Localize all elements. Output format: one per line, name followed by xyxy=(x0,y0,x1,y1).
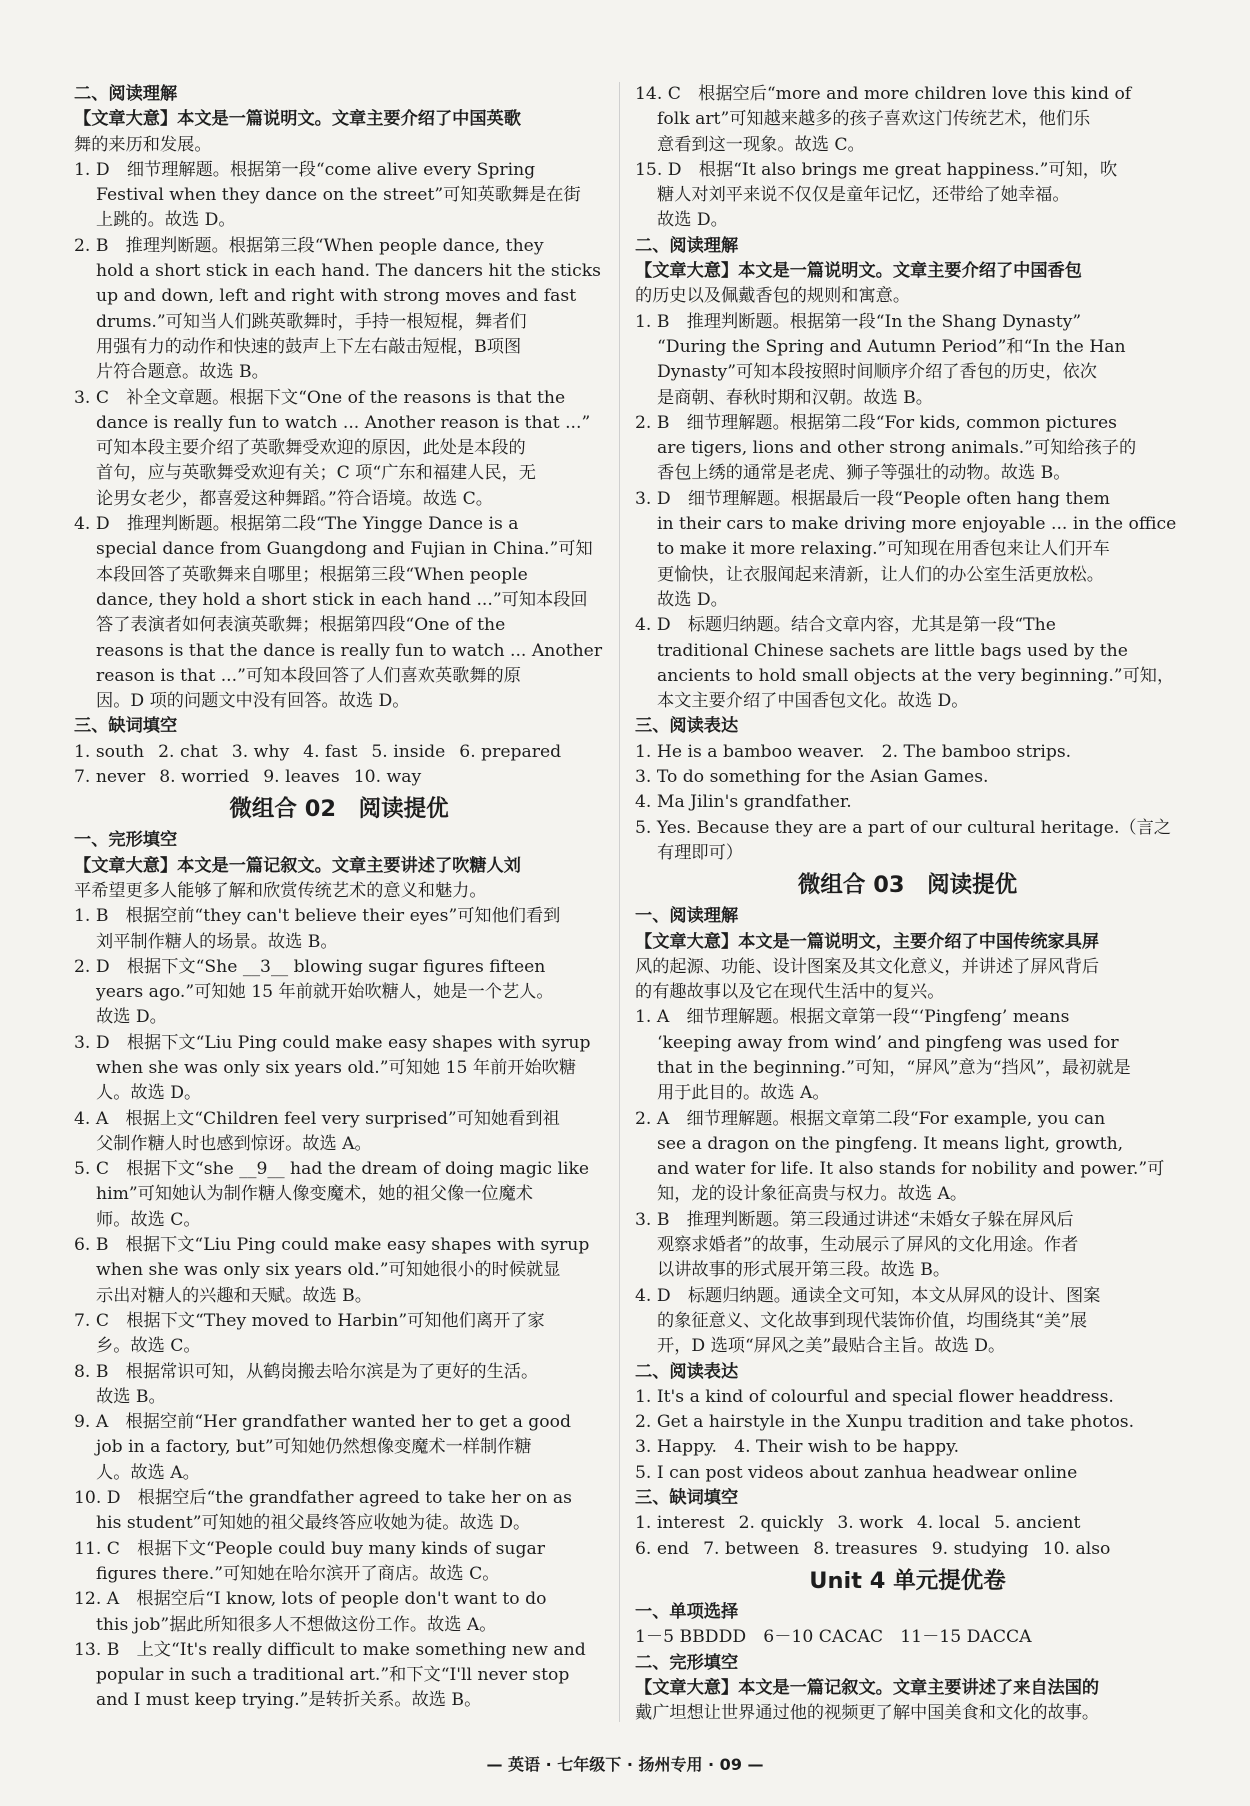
text-line: 故选 D。 xyxy=(657,589,728,610)
section-heading: 三、缺词填空 xyxy=(74,716,178,737)
section-heading: 二、阅读表达 xyxy=(635,1361,739,1382)
text-line: him”可知她认为制作糖人像变魔术，她的祖父像一位魔术 xyxy=(96,1184,533,1205)
text-line: 以讲故事的形式展开第三段。故选 B。 xyxy=(657,1260,951,1281)
text-line: 父制作糖人时也感到惊讶。故选 A。 xyxy=(96,1133,372,1154)
text-line: 刘平制作糖人的场景。故选 B。 xyxy=(96,931,338,952)
text-line: popular in such a traditional art.”和下文“I'll never stop xyxy=(96,1665,570,1686)
section-heading: 一、单项选择 xyxy=(635,1601,739,1622)
text-line: 2. B 推理判断题。根据第三段“When people dance, they xyxy=(74,235,544,256)
answer-item: 2. quickly xyxy=(738,1513,824,1534)
text-line: 8. B 根据常识可知，从鹤岗搬去哈尔滨是为了更好的生活。 xyxy=(74,1361,539,1382)
text-line: this job”据此所知很多人不想做这份工作。故选 A。 xyxy=(96,1614,497,1635)
text-line: 乡。故选 C。 xyxy=(96,1336,201,1357)
text-line: 14. C 根据空后“more and more children love this kind of xyxy=(635,84,1132,104)
page-footer: — 英语 · 七年级下 · 扬州专用 · 09 — xyxy=(486,1755,764,1774)
text-line: 开，D 选项“屏风之美”最贴合主旨。故选 D。 xyxy=(657,1336,1006,1357)
text-line: 4. A 根据上文“Children feel very surprised”可知她看到祖 xyxy=(74,1108,560,1129)
text-line: 师。故选 C。 xyxy=(96,1209,201,1230)
column-divider xyxy=(619,82,620,1722)
text-line: figures there.”可知她在哈尔滨开了商店。故选 C。 xyxy=(96,1563,500,1584)
section-heading: 二、阅读理解 xyxy=(74,84,178,104)
text-line: dance is really fun to watch ... Another reason is that ...” xyxy=(96,412,591,433)
answer-row xyxy=(635,1537,1180,1562)
text-line: drums.”可知当人们跳英歌舞时，手持一根短棍，舞者们 xyxy=(96,311,527,332)
text-line: 5. C 根据下文“she __9__ had the dream of doing magic like xyxy=(74,1159,590,1180)
text-line: 2. D 根据下文“She __3__ blowing sugar figures fifteen xyxy=(74,956,546,977)
summary-line: 【文章大意】本文是一篇记叙文。文章主要讲述了吹糖人刘 xyxy=(74,855,521,876)
text-line: and I must keep trying.”是转折关系。故选 B。 xyxy=(96,1690,482,1711)
text-line: 是商朝、春秋时期和汉朝。故选 B。 xyxy=(657,387,933,408)
text-line: 1. D 细节理解题。根据第一段“come alive every Spring xyxy=(74,159,536,180)
answer-item: 1. interest xyxy=(635,1513,725,1534)
text-line: 平希望更多人能够了解和欣赏传统艺术的意义和魅力。 xyxy=(74,880,487,901)
section-heading: 一、完形填空 xyxy=(74,830,178,851)
group-title: 微组合 02 阅读提优 xyxy=(229,796,449,823)
text-line: 人。故选 A。 xyxy=(96,1462,200,1483)
text-line: 观察求婚者”的故事，生动展示了屏风的文化用途。作者 xyxy=(657,1235,1079,1256)
text-line: 1－5 BBDDD 6－10 CACAC 11－15 DACCA xyxy=(635,1627,1032,1648)
text-line: 香包上绣的通常是老虎、狮子等强壮的动物。故选 B。 xyxy=(657,463,1071,484)
text-line: 3. D 细节理解题。根据最后一段“People often hang them xyxy=(635,488,1110,509)
text-line: 的历史以及佩戴香包的规则和寓意。 xyxy=(635,286,911,307)
text-line: and water for life. It also stands for nobility and power.”可 xyxy=(657,1159,1165,1180)
text-line: 更愉快，让衣服闻起来清新，让人们的办公室生活更放松。 xyxy=(657,564,1104,585)
text-line: 3. B 推理判断题。第三段通过讲述“未婚女子躲在屏风后 xyxy=(635,1209,1074,1230)
text-line: “During the Spring and Autumn Period”和“In the Han xyxy=(657,336,1126,357)
text-line: hold a short stick in each hand. The dancers hit the sticks xyxy=(96,261,601,282)
text-line: to make it more relaxing.”可知现在用香包来让人们开车 xyxy=(657,539,1110,560)
text-line: 15. D 根据“It also brings me great happiness.”可知，吹 xyxy=(635,159,1118,180)
text-line: are tigers, lions and other strong animals.”可知给孩子的 xyxy=(657,438,1137,459)
text-line: 可知本段主要介绍了英歌舞受欢迎的原因，此处是本段的 xyxy=(96,438,526,459)
text-line: Festival when they dance on the street”可知英歌舞是在街 xyxy=(96,185,581,206)
right-column xyxy=(635,82,1180,1722)
text-line: 人。故选 D。 xyxy=(96,1083,202,1104)
text-line: 2. Get a hairstyle in the Xunpu tradition and take photos. xyxy=(635,1412,1135,1433)
text-line: reasons is that the dance is really fun to watch ... Another xyxy=(96,640,603,661)
answer-item: 9. leaves xyxy=(263,767,340,788)
text-line: ancients to hold small objects at the very beginning.”可知， xyxy=(657,665,1175,686)
text-line: 9. A 根据空前“Her grandfather wanted her to get a good xyxy=(74,1412,571,1433)
answer-item: 6. end xyxy=(635,1538,690,1559)
text-line: 1. A 细节理解题。根据文章第一段“‘Pingfeng’ means xyxy=(635,1007,1070,1028)
text-line: 3. To do something for the Asian Games. xyxy=(635,767,989,788)
group-title: 微组合 03 阅读提优 xyxy=(797,872,1018,899)
text-line: 4. Ma Jilin's grandfather. xyxy=(635,792,852,813)
text-line: 1. B 推理判断题。根据第一段“In the Shang Dynasty” xyxy=(635,311,1082,332)
summary-line: 【文章大意】本文是一篇记叙文。文章主要讲述了来自法国的 xyxy=(635,1677,1100,1698)
answer-row xyxy=(74,765,604,790)
text-line: 5. I can post videos about zanhua headwear online xyxy=(635,1462,1078,1483)
text-line: traditional Chinese sachets are little bags used by the xyxy=(657,640,1128,661)
text-line: see a dragon on the pingfeng. It means light, growth, xyxy=(657,1133,1124,1154)
answer-item: 1. south xyxy=(74,741,145,762)
text-line: his student”可知她的祖父最终答应收她为徒。故选 D。 xyxy=(96,1513,531,1534)
text-line: 答了表演者如何表演英歌舞；根据第四段“One of the xyxy=(96,615,506,636)
answer-item: 4. local xyxy=(916,1513,980,1534)
text-line: 故选 B。 xyxy=(96,1386,166,1407)
text-line: dance, they hold a short stick in each hand ...”可知本段回 xyxy=(96,589,588,610)
text-line: 舞的来历和发展。 xyxy=(74,134,212,155)
text-line: that in the beginning.”可知，“屏风”意为“挡风”，最初就是 xyxy=(657,1057,1131,1078)
text-line: 4. D 标题归纳题。结合文章内容，尤其是第一段“The xyxy=(635,615,1056,636)
section-heading: 三、阅读表达 xyxy=(635,716,739,737)
text-line: 意看到这一现象。故选 C。 xyxy=(657,134,865,155)
text-line: 首句，应与英歌舞受欢迎有关；C 项“广东和福建人民，无 xyxy=(96,463,536,484)
section-heading: 一、阅读理解 xyxy=(635,906,739,927)
text-line: 4. D 推理判断题。根据第二段“The Yingge Dance is a xyxy=(74,514,519,535)
text-line: 13. B 上文“It's really difficult to make something new and xyxy=(74,1639,586,1660)
text-line: 12. A 根据空后“I know, lots of people don't want to do xyxy=(74,1589,547,1610)
text-line: 戴广坦想让世界通过他的视频更了解中国美食和文化的故事。 xyxy=(635,1703,1100,1722)
text-line: 用于此目的。故选 A。 xyxy=(657,1083,830,1104)
section-heading: 二、阅读理解 xyxy=(635,235,739,256)
text-line: reason is that ...”可知本段回答了人们喜欢英歌舞的原 xyxy=(96,665,521,686)
text-line: Dynasty”可知本段按照时间顺序介绍了香包的历史，依次 xyxy=(657,362,1097,383)
answer-item: 5. ancient xyxy=(993,1513,1081,1534)
text-line: 的象征意义、文化故事到现代装饰价值，均围绕其“美”展 xyxy=(657,1310,1088,1331)
text-line: 用强有力的动作和快速的鼓声上下左右敲击短棍，B项图 xyxy=(96,336,522,357)
answer-item: 9. studying xyxy=(931,1538,1029,1559)
answer-item: 8. treasures xyxy=(813,1538,918,1559)
text-line: 因。D 项的问题文中没有回答。故选 D。 xyxy=(96,691,410,712)
text-line: 4. D 标题归纳题。通读全文可知，本文从屏风的设计、图案 xyxy=(635,1285,1101,1306)
text-line: 示出对糖人的兴趣和天赋。故选 B。 xyxy=(96,1285,372,1306)
answer-item: 4. fast xyxy=(303,741,358,762)
text-line: 1. He is a bamboo weaver. 2. The bamboo strips. xyxy=(635,741,1072,762)
text-line: 风的起源、功能、设计图案及其文化意义，并讲述了屏风背后 xyxy=(635,956,1100,977)
left-column xyxy=(74,82,604,1722)
text-line: when she was only six years old.”可知她 15 年前开始吹糖 xyxy=(96,1057,577,1078)
answer-item: 6. prepared xyxy=(459,741,562,762)
answer-item: 10. way xyxy=(353,767,422,788)
text-line: 2. A 细节理解题。根据文章第二段“For example, you can xyxy=(635,1108,1106,1129)
text-line: 本段回答了英歌舞来自哪里；根据第三段“When people xyxy=(96,564,528,585)
text-line: special dance from Guangdong and Fujian in China.”可知 xyxy=(96,539,593,560)
text-line: 7. C 根据下文“They moved to Harbin”可知他们离开了家 xyxy=(74,1310,545,1331)
answer-item: 10. also xyxy=(1042,1538,1111,1559)
section-heading: 二、完形填空 xyxy=(635,1652,739,1673)
text-line: 3. D 根据下文“Liu Ping could make easy shapes with syrup xyxy=(74,1032,591,1053)
text-line: when she was only six years old.”可知她很小的时候就显 xyxy=(96,1260,561,1281)
text-line: 3. Happy. 4. Their wish to be happy. xyxy=(635,1437,960,1458)
answer-item: 3. work xyxy=(837,1513,903,1534)
text-line: 本文主要介绍了中国香包文化。故选 D。 xyxy=(657,691,969,712)
text-line: 2. B 细节理解题。根据第二段“For kids, common pictures xyxy=(635,412,1117,433)
summary-line: 【文章大意】本文是一篇说明文，主要介绍了中国传统家具屏 xyxy=(635,931,1100,952)
text-line: 故选 D。 xyxy=(657,210,728,231)
text-line: 上跳的。故选 D。 xyxy=(96,210,236,231)
section-heading: 三、缺词填空 xyxy=(635,1488,739,1509)
text-line: folk art”可知越来越多的孩子喜欢这门传统艺术，他们乐 xyxy=(657,109,1091,130)
text-line: 5. Yes. Because they are a part of our cultural heritage.（言之 xyxy=(635,817,1171,838)
text-line: 6. B 根据下文“Liu Ping could make easy shapes with syrup xyxy=(74,1235,590,1256)
text-line: in their cars to make driving more enjoyable ... in the office xyxy=(657,514,1177,535)
answer-item: 7. never xyxy=(74,767,146,788)
answer-item: 3. why xyxy=(231,741,290,762)
text-line: 的有趣故事以及它在现代生活中的复兴。 xyxy=(635,982,945,1003)
text-line: up and down, left and right with strong moves and fast xyxy=(96,286,577,307)
answer-row xyxy=(635,1511,1180,1536)
answer-item: 8. worried xyxy=(159,767,250,788)
group-title: Unit 4 单元提优卷 xyxy=(809,1567,1006,1594)
answer-item: 5. inside xyxy=(371,741,446,762)
text-line: 有理即可） xyxy=(657,842,743,863)
text-line: 10. D 根据空后“the grandfather agreed to take her on as xyxy=(74,1488,572,1509)
answer-row xyxy=(74,740,604,765)
text-line: 故选 D。 xyxy=(96,1007,167,1028)
answer-item: 2. chat xyxy=(158,741,218,762)
summary-line: 【文章大意】本文是一篇说明文。文章主要介绍了中国英歌 xyxy=(74,109,521,130)
text-line: 片符合题意。故选 B。 xyxy=(96,362,269,383)
text-line: 1. It's a kind of colourful and special flower headdress. xyxy=(635,1386,1114,1407)
text-line: years ago.”可知她 15 年前就开始吹糖人，她是一个艺人。 xyxy=(96,982,554,1003)
answer-item: 7. between xyxy=(703,1538,800,1559)
summary-line: 【文章大意】本文是一篇说明文。文章主要介绍了中国香包 xyxy=(635,261,1082,282)
text-line: 11. C 根据下文“People could buy many kinds of sugar xyxy=(74,1538,545,1559)
text-line: 3. C 补全文章题。根据下文“One of the reasons is that the xyxy=(74,387,566,408)
text-line: 1. B 根据空前“they can't believe their eyes”可知他们看到 xyxy=(74,906,561,927)
text-line: 论男女老少，都喜爱这种舞蹈。”符合语境。故选 C。 xyxy=(96,488,493,509)
text-line: job in a factory, but”可知她仍然想像变魔术一样制作糖 xyxy=(96,1437,532,1458)
text-line: 糖人对刘平来说不仅仅是童年记忆，还带给了她幸福。 xyxy=(657,185,1070,206)
text-line: 知，龙的设计象征高贵与权力。故选 A。 xyxy=(657,1184,968,1205)
text-line: ‘keeping away from wind’ and pingfeng was used for xyxy=(657,1032,1119,1053)
